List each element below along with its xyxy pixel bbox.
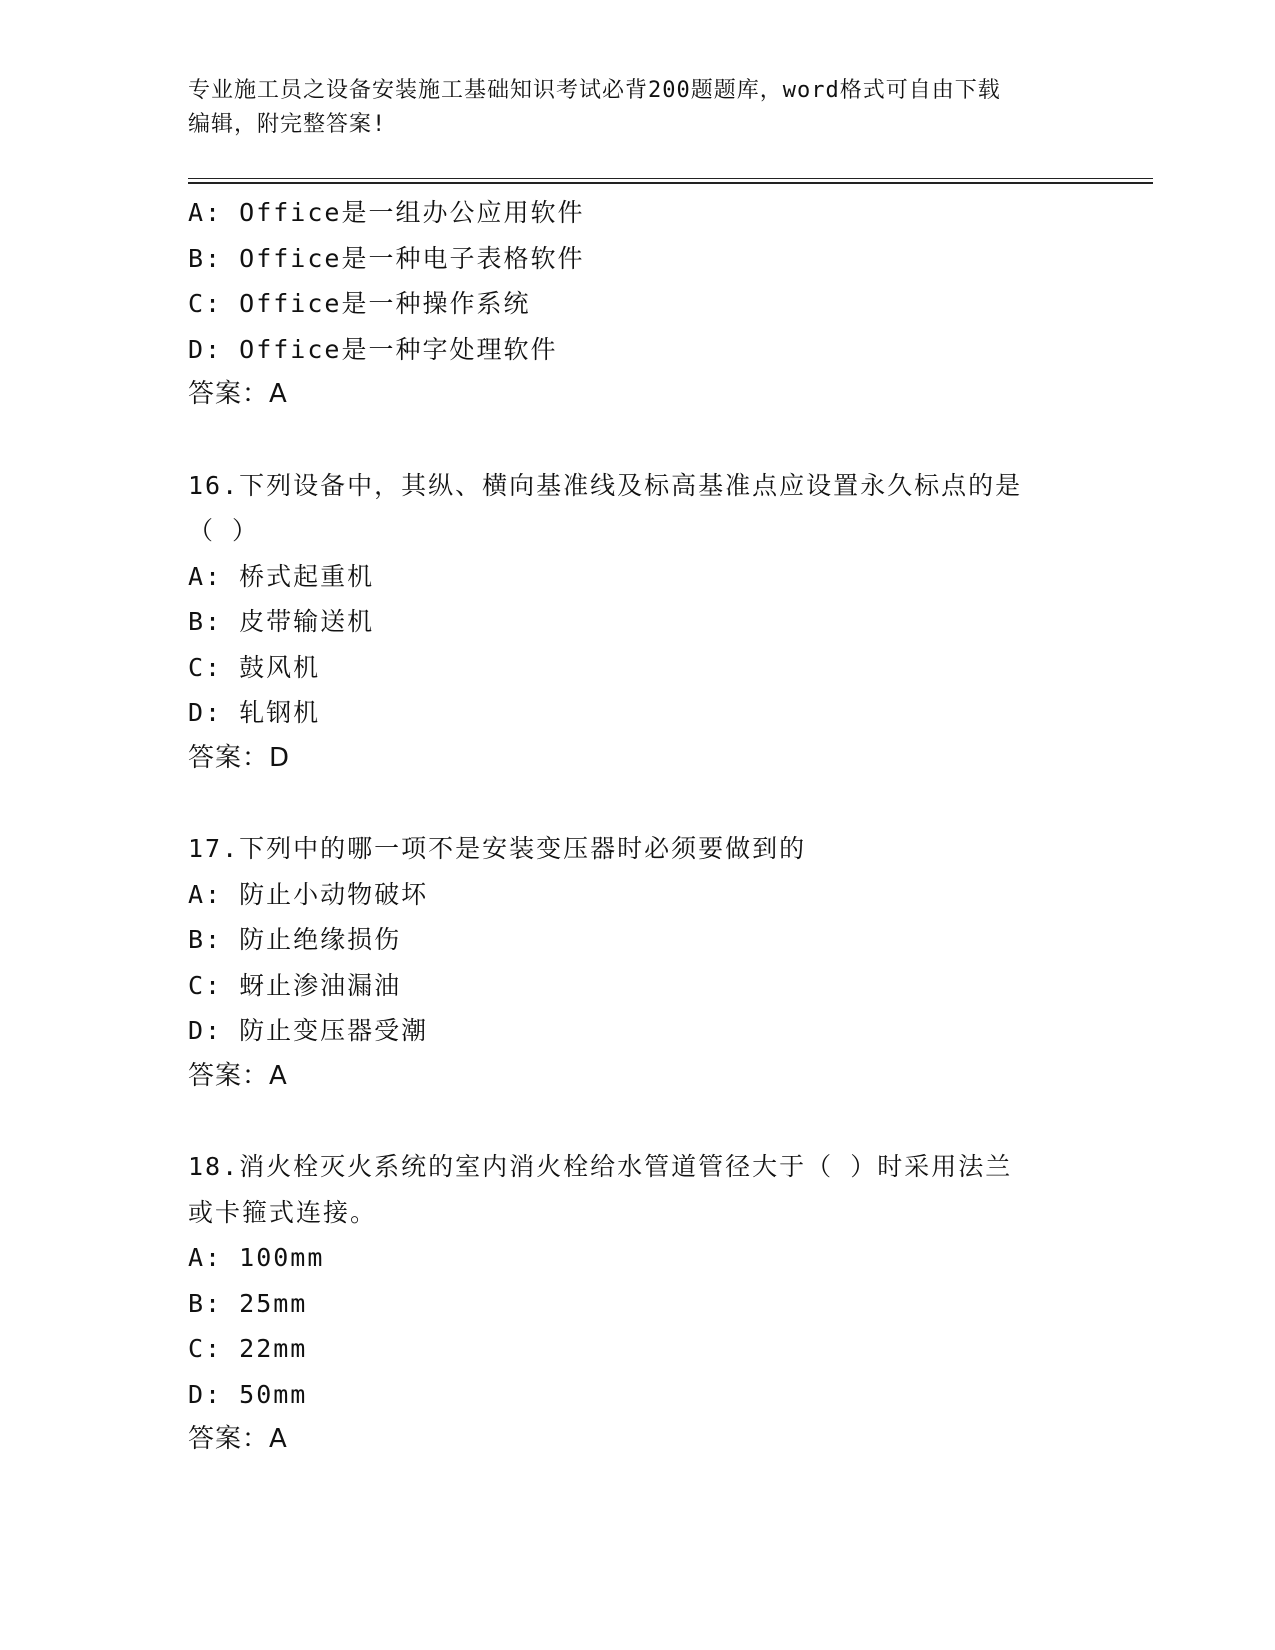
- option-a: A: 桥式起重机: [188, 561, 375, 591]
- question-spacer: [188, 1099, 1088, 1144]
- option-d: D: Office是一种字处理软件: [188, 334, 558, 364]
- answer-line: 答案：A: [188, 1424, 288, 1454]
- question-15: [188, 190, 1088, 418]
- header-title-line-1: 专业施工员之设备安装施工基础知识考试必背200题题库，word格式可自由下载: [188, 78, 1001, 103]
- question-18: [188, 1144, 1088, 1463]
- option-d: D: 轧钢机: [188, 698, 321, 727]
- question-text-line-1: 16.下列设备中，其纵、横向基准线及标高基准点应设置永久标点的是: [188, 470, 1023, 500]
- question-17: [188, 826, 1088, 1099]
- answer-line: 答案：A: [188, 1060, 288, 1091]
- option-c: C: 蚜止渗油漏油: [188, 970, 402, 1000]
- question-text-line-1: 18.消火栓灭火系统的室内消火栓给水管道管径大于（ ）时采用法兰: [188, 1152, 1013, 1181]
- question-16: [188, 463, 1088, 782]
- option-a: A: Office是一组办公应用软件: [188, 198, 585, 227]
- option-b: B: 防止绝缘损伤: [188, 925, 402, 954]
- option-b: B: Office是一种电子表格软件: [188, 243, 585, 273]
- option-c: C: 鼓风机: [188, 652, 321, 682]
- answer-line: 答案：A: [188, 379, 288, 409]
- document-body: [188, 190, 1088, 1463]
- option-d: D: 防止变压器受潮: [188, 1016, 429, 1045]
- option-b: B: 皮带输送机: [188, 607, 375, 636]
- question-text-line-1: 17.下列中的哪一项不是安装变压器时必须要做到的: [188, 834, 807, 863]
- option-d: D: 50mm: [188, 1379, 308, 1409]
- document-header: [188, 74, 1088, 142]
- header-title-line-2: 编辑，附完整答案!: [188, 112, 387, 137]
- question-text-line-2: 或卡箍式连接。: [188, 1197, 378, 1227]
- answer-line: 答案：D: [188, 742, 291, 773]
- option-b: B: 25mm: [188, 1288, 308, 1318]
- question-text-line-2: （ ）: [188, 516, 260, 545]
- header-divider-thin: [188, 178, 1153, 179]
- question-spacer: [188, 781, 1088, 826]
- header-divider-thick: [188, 182, 1153, 184]
- option-a: A: 防止小动物破坏: [188, 879, 429, 909]
- option-c: C: 22mm: [188, 1334, 308, 1363]
- option-a: A: 100mm: [188, 1243, 325, 1272]
- question-spacer: [188, 418, 1088, 463]
- option-c: C: Office是一种操作系统: [188, 289, 531, 318]
